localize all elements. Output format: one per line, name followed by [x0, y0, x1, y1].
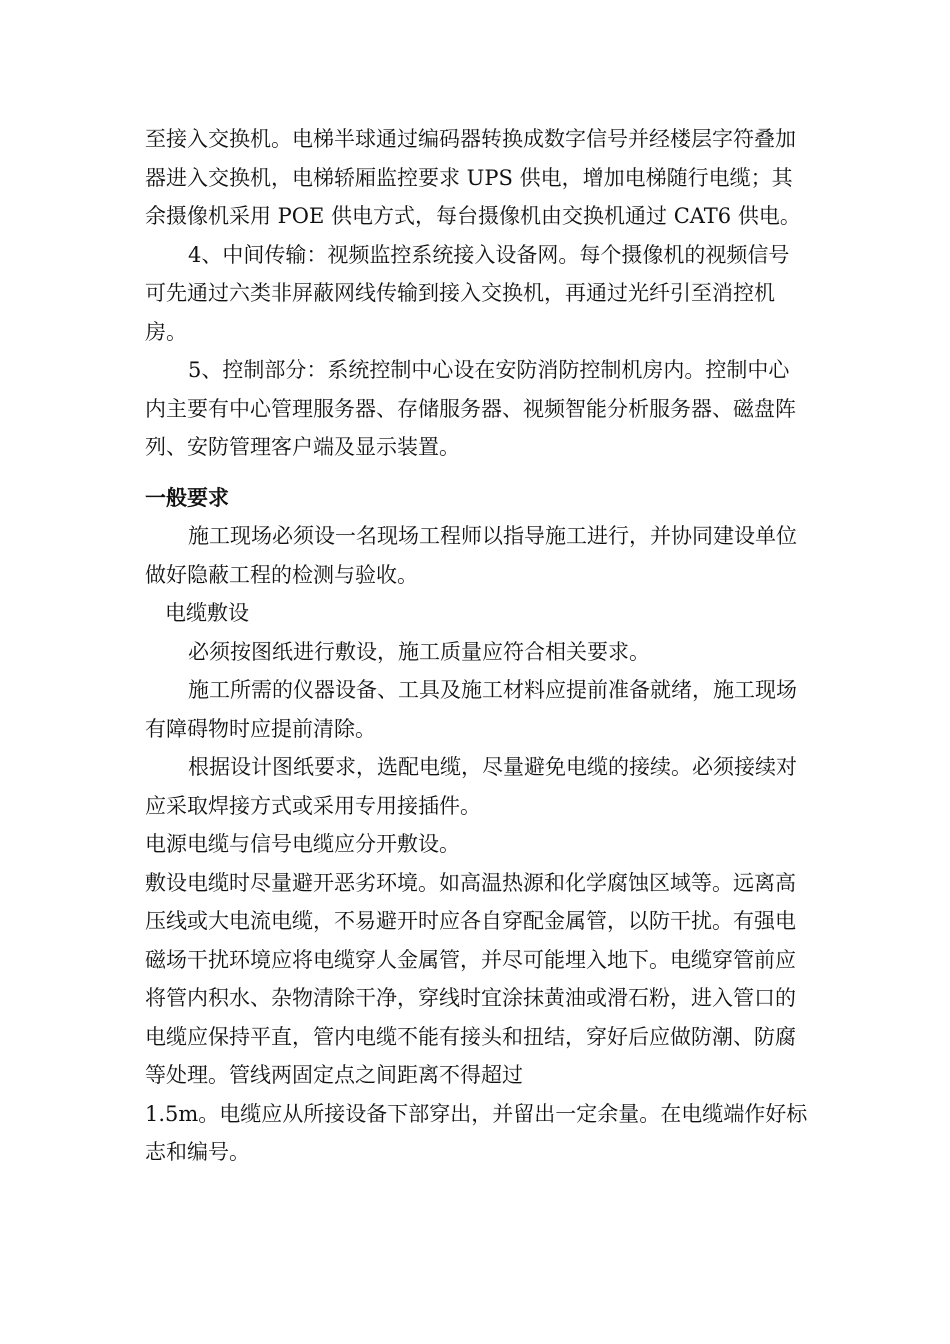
paragraph-elevator-camera-power: 至接入交换机。电梯半球通过编码器转换成数字信号并经楼层字符叠加器进入交换机，电梯轿厢监控要求 UPS 供电，增加电梯随行电缆；其余摄像机采用 POE 供电方式，每台摄像机由交换机通过 CAT6 供电。	[145, 127, 801, 228]
paragraph-intermediate-transmission: 4、中间传输：视频监控系统接入设备网。每个摄像机的视频信号可先通过六类非屏蔽网线传输到接入交换机，再通过光纤引至消控机房。	[145, 242, 790, 344]
paragraph-separate-laying: 电源电缆与信号电缆应分开敷设。	[145, 832, 460, 856]
paragraph-laying-by-drawing: 必须按图纸进行敷设，施工质量应符合相关要求。	[188, 639, 650, 664]
paragraph-tools-preparation: 施工所需的仪器设备、工具及施工材料应提前准备就绪，施工现场有障碍物时应提前清除。	[145, 678, 797, 741]
paragraph-avoid-harsh-environment: 敷设电缆时尽量避开恶劣环境。如高温热源和化学腐蚀区域等。远离高压线或大电流电缆，不易避开时应各自穿配金属管，以防干扰。有强电磁场干扰环境应将电缆穿人金属管，并尽可能埋入地下。电缆穿管前应将管内积水、杂物清除干净，穿线时宜涂抹黄油或滑石粉，进入管口的电缆应保持平直，管内电缆不能有接头和扭结，穿好后应做防潮、防腐等处理。管线两固定点之间距离不得超过	[145, 870, 796, 1087]
section-heading-general-requirements: 一般要求	[145, 484, 229, 510]
subheading-cable-laying: 电缆敷设	[165, 601, 249, 625]
paragraph-control-section: 5、控制部分：系统控制中心设在安防消防控制机房内。控制中心内主要有中心管理服务器、存储服务器、视频智能分析服务器、磁盘阵列、安防管理客户端及显示装置。	[145, 358, 796, 459]
paragraph-cable-exit-marking: 1.5m。电缆应从所接设备下部穿出，并留出一定余量。在电缆端作好标志和编号。	[145, 1101, 808, 1164]
paragraph-cable-selection: 根据设计图纸要求，选配电缆，尽量避免电缆的接续。必须接续对应采取焊接方式或采用专用接插件。	[145, 755, 797, 818]
paragraph-site-engineer: 施工现场必须设一名现场工程师以指导施工进行，并协同建设单位做好隐蔽工程的检测与验收。	[145, 524, 797, 587]
document-body	[145, 120, 810, 1172]
